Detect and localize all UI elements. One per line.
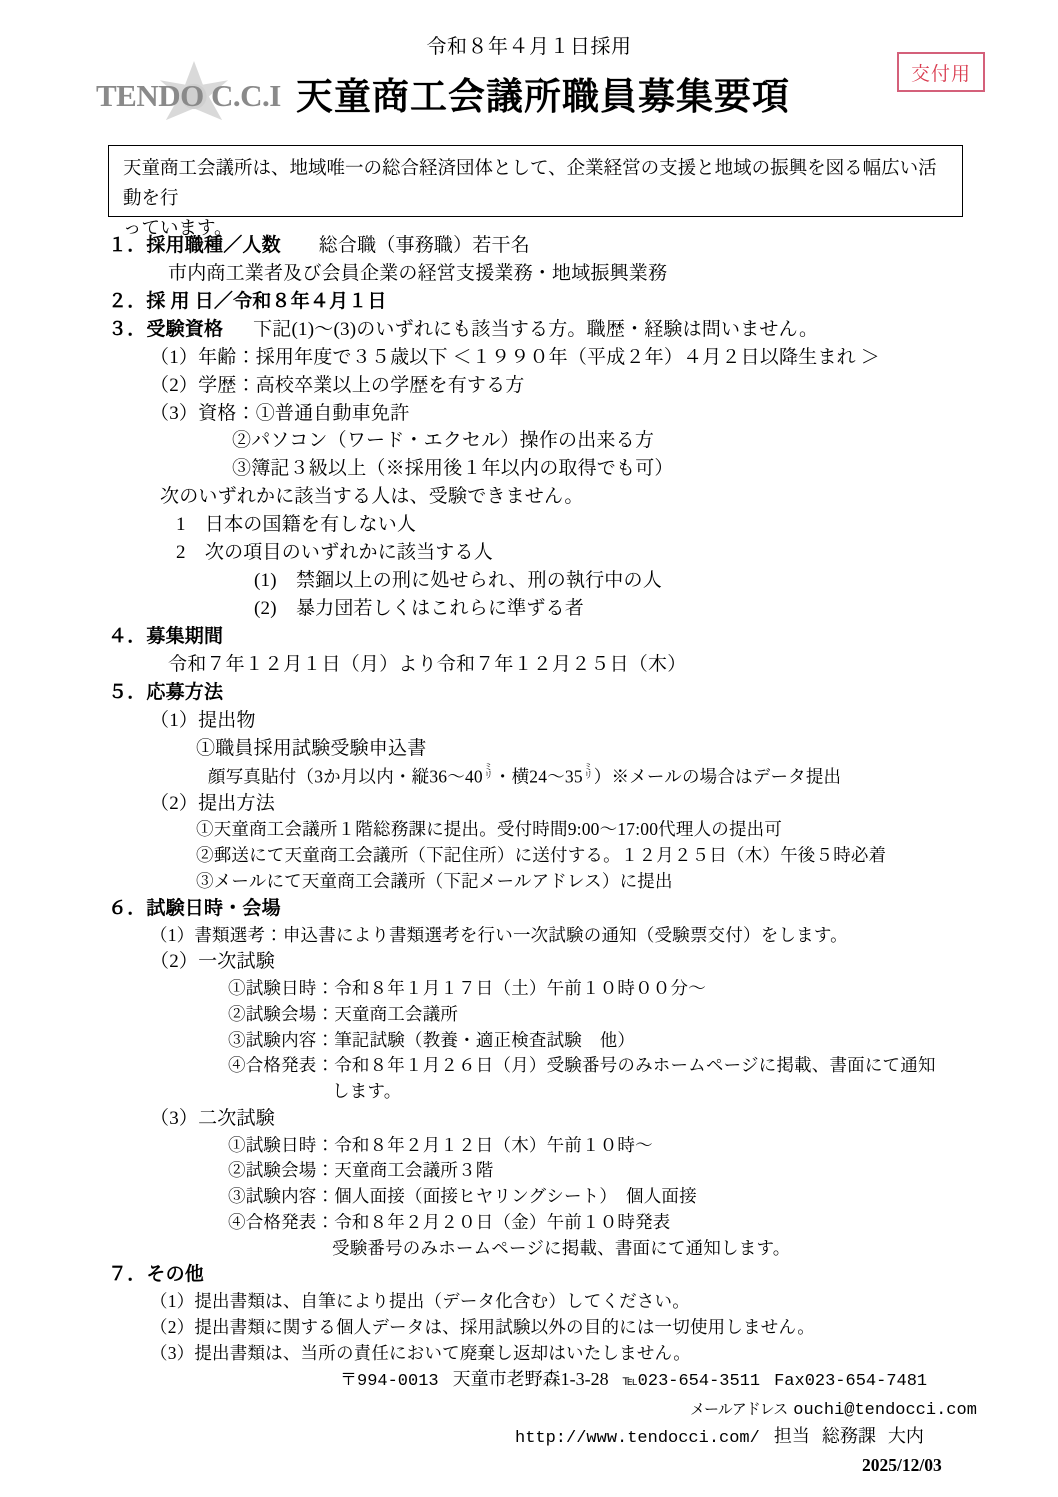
section-5-photo-spec	[0, 763, 1058, 790]
address: 天童市老野森1-3-28	[452, 1369, 609, 1389]
section-3-item-3: （3）資格：①普通自動車免許	[150, 402, 410, 424]
email-address[interactable]: ouchi@tendocci.com	[793, 1400, 977, 1420]
section-1-value: 総合職（事務職）若干名	[318, 235, 530, 256]
footer-address-line	[0, 1366, 1058, 1395]
section-3-lead: 下記(1)〜(3)のいずれにも該当する方。職歴・経験は問いません。	[253, 318, 819, 340]
section-7-item-3: （3）提出書類は、当所の責任において廃棄し返却はいたしません。	[150, 1342, 691, 1363]
section-3-exclusion-lead: 次のいずれかに該当する人は、受験できません。	[160, 486, 584, 508]
tel-label: ℡	[622, 1374, 638, 1389]
section-6-sub-3: （3）二次試験	[150, 1107, 275, 1129]
section-6-sub-3a: ①試験日時：令和８年２月１２日（木）午前１０時〜	[228, 1134, 653, 1155]
section-5-sub-1: （1）提出物	[150, 709, 256, 731]
milli-bottom-2: リ	[583, 769, 593, 780]
intro-box	[108, 145, 963, 239]
intro-line-2: っています。	[123, 218, 233, 239]
section-7-item-1: （1）提出書類は、自筆により提出（データ化含む）してください。	[150, 1291, 690, 1312]
contact-label: 担当	[773, 1426, 810, 1446]
email-label: メールアドレス	[690, 1401, 788, 1418]
tel-number: 023-654-3511	[637, 1372, 761, 1391]
photo-spec-suffix: ）※メールの場合はデータ提出	[593, 765, 842, 786]
website-url[interactable]: http://www.tendocci.com/	[515, 1429, 760, 1448]
section-6-sub-2a: ①試験日時：令和８年１月１７日（土）午前１０時００分〜	[228, 978, 706, 999]
section-2-heading: ２．採 用 日／令和８年４月１日	[108, 290, 387, 312]
photo-spec-mid: ・横24〜35	[493, 765, 583, 786]
section-3-item-2: （2）学歴：高校卒業以上の学歴を有する方	[150, 374, 525, 396]
section-6-sub-2b: ②試験会場：天童商工会議所	[228, 1003, 459, 1024]
section-1-heading-row	[0, 232, 1058, 260]
section-3-exclusion-2: 2 次の項目のいずれかに該当する人	[176, 542, 493, 564]
section-5-sub-2: （2）提出方法	[150, 792, 275, 814]
section-5-sub-1a: ①職員採用試験受験申込書	[196, 737, 427, 759]
footer-contact	[0, 1366, 1058, 1478]
fax-label: Fax	[774, 1372, 805, 1391]
section-4-period: 令和７年１２月１日（月）より令和７年１２月２５日（木）	[168, 653, 687, 675]
section-6-heading: ６．試験日時・会場	[108, 897, 281, 919]
milli-unit-1	[484, 763, 493, 780]
section-3-item-3c: ③簿記３級以上（※採用後１年以内の取得でも可）	[232, 458, 674, 480]
section-1-heading: １．採用職種／人数	[108, 235, 281, 256]
milli-top-1: ミ	[483, 761, 493, 772]
logo	[96, 68, 296, 122]
contact-department: 総務課	[821, 1426, 876, 1446]
effective-date: 令和８年４月１日採用	[426, 36, 632, 58]
section-6-sub-3c: ③試験内容：個人面接（面接ヒヤリングシート） 個人面接	[228, 1186, 697, 1207]
section-5-sub-2c: ③メールにて天童商工会議所（下記メールアドレス）に提出	[196, 870, 673, 891]
intro-line-1: 天童商工会議所は、地域唯一の総合経済団体として、企業経営の支援と地域の振興を図る幅広い活動を行	[123, 159, 937, 209]
section-5-heading: ５．応募方法	[108, 681, 224, 703]
section-6-sub-3b: ②試験会場：天童商工会議所３階	[228, 1160, 494, 1181]
logo-text: TENDO C.C.I	[96, 78, 281, 113]
contact-person: 大内	[887, 1426, 924, 1446]
milli-top-2: ミ	[583, 761, 593, 772]
section-6-sub-2: （2）一次試験	[150, 951, 275, 973]
page-title: 天童商工会議所職員募集要項	[296, 74, 790, 118]
footer-email-line	[0, 1395, 1058, 1424]
stamp-label: 交付用	[910, 63, 971, 85]
section-3-exclusion-1: 1 日本の国籍を有しない人	[176, 514, 417, 536]
milli-bottom-1: リ	[483, 769, 493, 780]
section-6-sub-2c: ③試験内容：筆記試験（教養・適正検査試験 他）	[228, 1029, 636, 1050]
milli-unit-2	[584, 763, 593, 780]
section-1-detail: 市内商工業者及び会員企業の経営支援業務・地域振興業務	[168, 262, 668, 284]
section-6-sub-2d: ④合格発表：令和８年１月２６日（月）受験番号のみホームページに掲載、書面にて通知	[228, 1055, 936, 1076]
section-3-exclusion-2b: (2) 暴力団若しくはこれらに準ずる者	[254, 597, 584, 619]
section-7-heading: ７．その他	[108, 1264, 205, 1286]
section-5-sub-2b: ②郵送にて天童商工会議所（下記住所）に送付する。１２月２５日（木）午後５時必着	[196, 845, 887, 866]
title-row	[96, 66, 896, 122]
postal-code: 〒994-0013	[340, 1372, 439, 1391]
section-6-sub-1: （1）書類選考：申込書により書類選考を行い一次試験の通知（受験票交付）をします。	[150, 924, 848, 945]
status-badge-issuance	[897, 52, 985, 92]
section-3-heading: ３．受験資格	[108, 318, 224, 340]
section-5-sub-2a: ①天童商工会議所１階総務課に提出。受付時間9:00〜17:00代理人の提出可	[196, 819, 783, 840]
section-6-sub-3d2: 受験番号のみホームページに掲載、書面にて通知します。	[332, 1237, 791, 1258]
section-6-sub-2d2: します。	[332, 1081, 402, 1102]
section-4-heading: ４．募集期間	[108, 625, 224, 647]
section-3-item-1: （1）年齢：採用年度で３５歳以下 ＜１９９０年（平成２年）４月２日以降生まれ ＞	[150, 346, 881, 368]
section-3-heading-row	[0, 316, 1058, 344]
footer-web-line	[0, 1423, 1058, 1452]
section-7-item-2: （2）提出書類に関する個人データは、採用試験以外の目的には一切使用しません。	[150, 1316, 815, 1337]
section-3-exclusion-2a: (1) 禁錮以上の刑に処せられ、刑の執行中の人	[254, 570, 662, 592]
section-3-item-3b: ②パソコン（ワード・エクセル）操作の出来る方	[232, 430, 655, 452]
section-6-sub-3d: ④合格発表：令和８年２月２０日（金）午前１０時発表	[228, 1211, 671, 1232]
print-date: 2025/12/03	[862, 1454, 942, 1475]
document-body	[0, 232, 1058, 1366]
photo-spec-prefix: 顔写真貼付（3か月以内・縦36〜40	[208, 765, 483, 786]
fax-number: 023-654-7481	[804, 1372, 928, 1391]
